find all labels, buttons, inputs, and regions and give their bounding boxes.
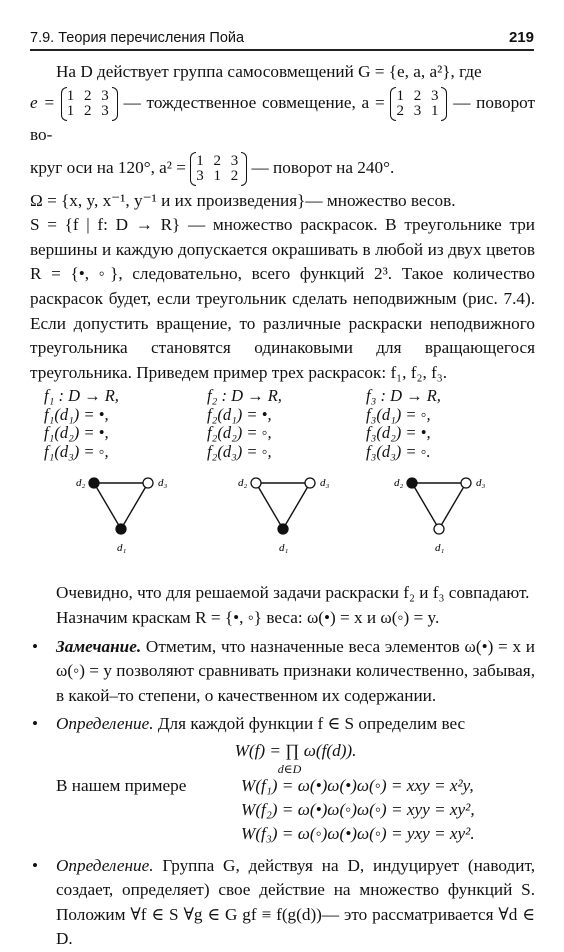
rotation-text: круг оси на 120°, a² =: [30, 157, 186, 177]
e-matrix-row1: 1 2 3: [66, 87, 112, 104]
a2-description: — поворот на 240°.: [251, 157, 395, 177]
a-matrix-row2: 2 3 1: [396, 102, 442, 119]
coloring-triangle-3: [386, 467, 496, 575]
obvious-paragraph: Очевидно, что для решаемой задачи раскраски f₂ и f₃ совпадают.: [56, 583, 530, 603]
running-header: [30, 22, 534, 51]
coloring-functions: [30, 387, 535, 461]
f1-line: f₁ : D → R,: [44, 386, 119, 406]
vertex-d3: [143, 478, 153, 488]
weight-f3: W(f₃) = ω(◦)ω(•)ω(◦) = yxy = xy².: [241, 823, 475, 843]
example-label: В нашем примере: [56, 775, 187, 795]
f1-line: f₁(d₂) = •,: [44, 423, 109, 443]
e-description: — тождественное совмещение, a =: [123, 92, 385, 112]
definition-action-body: Группа G, действуя на D, индуцирует (наводит, создает, определяет) свое действие на множество функций S. Положим ∀f ∈ S ∀g ∈ G gf ≡ f(g(d))— это рассматривается ∀d ∈ D.: [56, 855, 535, 949]
vertex-label-d3: d₃: [320, 477, 330, 490]
group-intro: На D действует группа самосовмещений G = {e, a, a²}, где: [56, 62, 482, 81]
remark-heading: Замечание.: [56, 636, 142, 656]
assign-weights-line: Назначим краскам R = {•, ◦} веса: ω(•) = x и ω(◦) = y.: [56, 607, 440, 627]
a2-matrix-row1: 1 2 3: [196, 152, 242, 169]
f2-column: [207, 387, 282, 461]
f1-line: f₁(d₁) = •,: [44, 404, 109, 424]
f2-line: f₂(d₂) = ◦,: [207, 423, 272, 443]
a2-matrix-row2: 3 1 2: [196, 167, 242, 184]
colorings-paragraph: S = {f | f: D → R} — множество раскрасок. В треугольнике три вершины и каждую допускается окрашивать в любой из двух цветов R = {•, ◦}, следовательно, всего функций 2³. Такое количество раскрасок будет, если треугольник сделать неподвижным (рис. 7.4). Если допустить вращение, то различные раскраски неподвижного треугольника становятся одинаковыми для вращающегося треугольника. Приведем пример трех раскрасок: f₁, f₂, f₃.: [30, 215, 535, 382]
remark-text: [56, 635, 535, 709]
vertex-label-d1: d₁: [435, 542, 445, 555]
f2-line: f₂(d₃) = ◦,: [207, 441, 272, 461]
f2-line: f₂ : D → R,: [207, 386, 282, 406]
vertex-label-d1: d₁: [279, 542, 289, 555]
remark-body: Отметим, что назначенные веса элементов ω(•) = x и ω(◦) = y позволяют сравнивать признаки количественно, забывая, в какой–то степени, о качественном их содержании.: [56, 636, 535, 705]
weight-row-1: [56, 774, 535, 798]
vertex-label-d1: d₁: [117, 542, 127, 555]
vertex-d1: [434, 524, 444, 534]
a-description: — поворот во-: [30, 92, 536, 144]
triangle-edge: [283, 483, 310, 529]
coloring-triangle-2: [230, 467, 340, 575]
bullet: •: [32, 855, 39, 875]
definition-action-text: [56, 854, 535, 952]
triangle-figures: [30, 467, 535, 575]
vertex-d3: [461, 478, 471, 488]
weight-formula: W(f) = ∏ ω(f(d)).: [234, 740, 357, 760]
vertex-d1: [278, 524, 288, 534]
e-label: e =: [30, 92, 56, 112]
weights-set-line: Ω = {x, y, x⁻¹, y⁻¹ и их произведения}— множество весов.: [30, 190, 456, 210]
f2-line: f₂(d₁) = •,: [207, 404, 272, 424]
f3-line: f₃(d₁) = ◦,: [366, 404, 431, 424]
f3-column: [366, 387, 441, 461]
triangle-edge: [256, 483, 283, 529]
definition-body: Для каждой функции f ∈ S определим вес: [153, 714, 466, 734]
vertex-label-d2: d₂: [394, 477, 404, 490]
section-title: 7.9. Теория перечисления Пойа: [30, 30, 245, 46]
triangle-edge: [94, 483, 121, 529]
coloring-triangle-1: [68, 467, 178, 575]
vertex-d2: [89, 478, 99, 488]
vertex-d2: [251, 478, 261, 488]
product-index: d∈D: [277, 761, 302, 776]
f3-line: f₃(d₂) = •,: [366, 423, 431, 443]
vertex-label-d2: d₂: [76, 477, 86, 490]
triangle-edge: [121, 483, 148, 529]
definition-weight-text: [56, 712, 535, 737]
f1-column: [44, 387, 119, 461]
vertex-label-d3: d₃: [476, 477, 486, 490]
vertex-d1: [116, 524, 126, 534]
definition-heading: Определение.: [56, 714, 154, 734]
e-matrix: [61, 89, 118, 119]
vertex-d2: [407, 478, 417, 488]
bullet: •: [32, 636, 39, 656]
a-matrix: [390, 89, 447, 119]
a-matrix-row1: 1 2 3: [396, 87, 442, 104]
triangle-edge: [439, 483, 466, 529]
weight-row-3: [56, 822, 535, 846]
weight-row-2: [56, 798, 535, 822]
vertex-label-d2: d₂: [238, 477, 248, 490]
bullet: •: [32, 714, 39, 734]
weight-f2: W(f₂) = ω(•)ω(◦)ω(◦) = xyy = xy²,: [241, 799, 475, 819]
e-matrix-row2: 1 2 3: [66, 102, 112, 119]
weight-f1: W(f₁) = ω(•)ω(•)ω(◦) = xxy = x²y,: [241, 775, 474, 795]
remark-item: [30, 635, 535, 709]
triangle-edge: [412, 483, 439, 529]
definition-weight-item: [30, 712, 535, 845]
rotation-line: [30, 151, 535, 185]
definition-action-item: [30, 854, 535, 952]
page-body: [30, 60, 535, 952]
definition-heading: Определение.: [56, 855, 154, 875]
f3-line: f₃ : D → R,: [366, 386, 441, 406]
f1-line: f₁(d₃) = ◦,: [44, 441, 109, 461]
f3-line: f₃(d₃) = ◦.: [366, 441, 431, 461]
vertex-label-d3: d₃: [158, 477, 168, 490]
a2-matrix: [190, 154, 247, 184]
vertex-d3: [305, 478, 315, 488]
page-number: 219: [508, 29, 534, 46]
identity-line: [30, 87, 535, 151]
